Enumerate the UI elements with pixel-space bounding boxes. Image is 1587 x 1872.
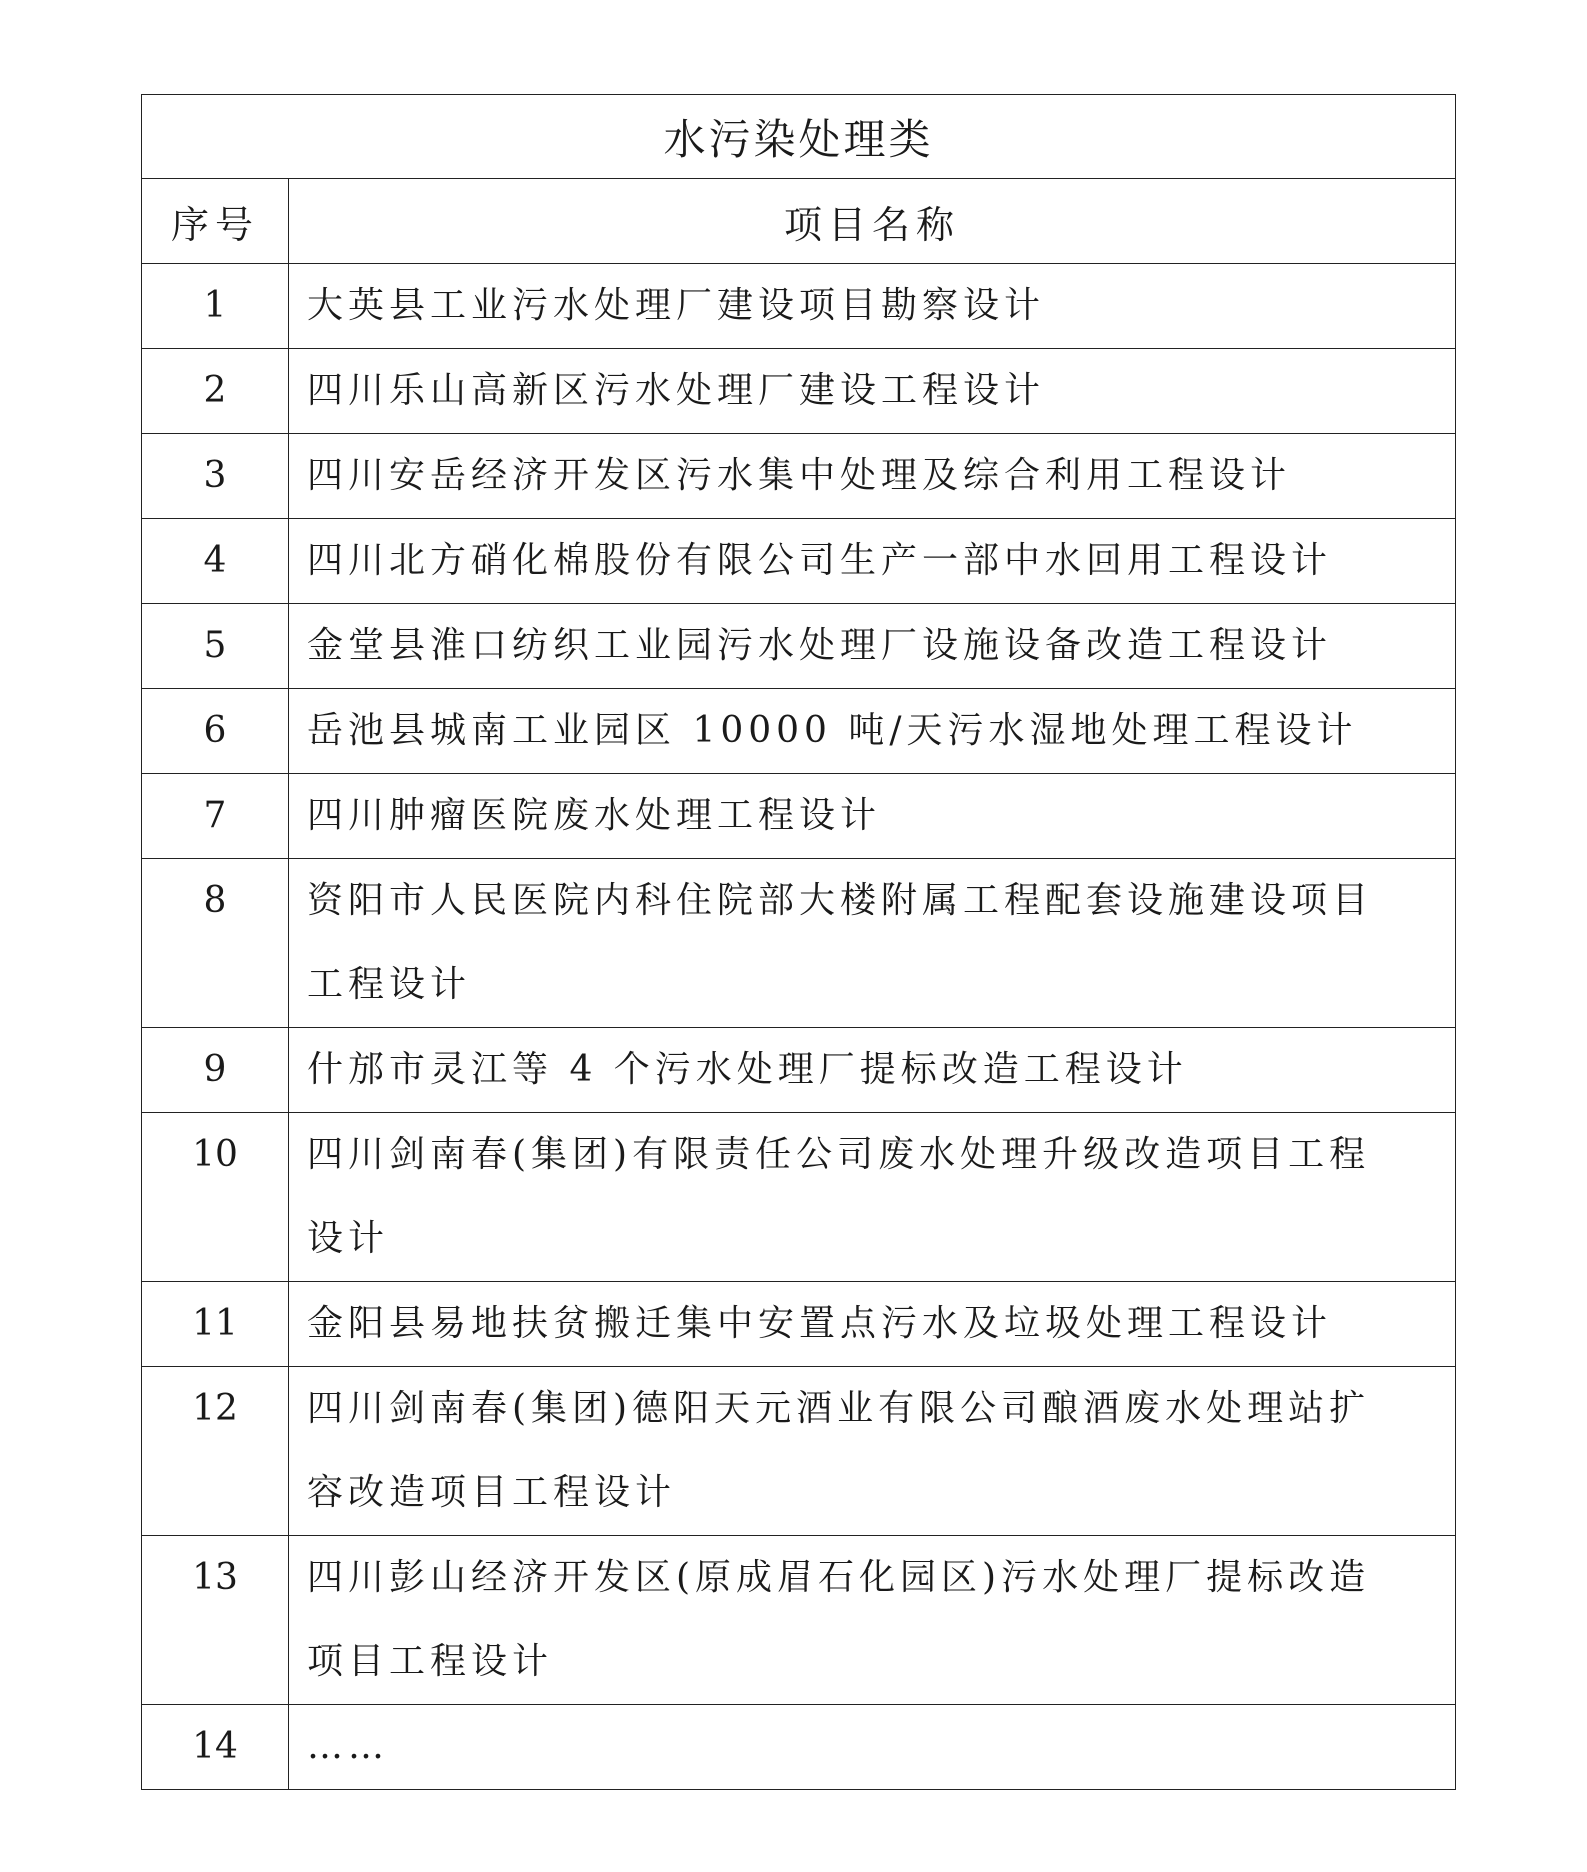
- table-row: [142, 774, 1456, 859]
- project-name: [289, 1705, 1456, 1790]
- column-header-name: 项目名称: [289, 179, 1456, 264]
- row-number: 4: [142, 519, 289, 604]
- row-number: 11: [142, 1282, 289, 1367]
- table-row: [142, 1705, 1456, 1790]
- table-row: [142, 689, 1456, 774]
- project-name: [289, 1282, 1456, 1367]
- project-name-line: 设计: [307, 1218, 390, 1259]
- project-name: [289, 264, 1456, 349]
- project-name-line: 四川肿瘤医院废水处理工程设计: [307, 795, 882, 836]
- project-name-line: 项目工程设计: [307, 1641, 554, 1682]
- table-header-row: [142, 179, 1456, 264]
- project-name: [289, 434, 1456, 519]
- table-row: [142, 434, 1456, 519]
- project-name-line: 金堂县淮口纺织工业园污水处理厂设施设备改造工程设计: [307, 625, 1333, 666]
- row-number: 14: [142, 1705, 289, 1790]
- row-number: 5: [142, 604, 289, 689]
- row-number: 10: [142, 1113, 289, 1282]
- table-row: [142, 349, 1456, 434]
- project-name-line: 四川乐山高新区污水处理厂建设工程设计: [307, 370, 1046, 411]
- table-row: [142, 1367, 1456, 1536]
- row-number: 13: [142, 1536, 289, 1705]
- project-name-line: 四川彭山经济开发区(原成眉石化园区)污水处理厂提标改造: [307, 1557, 1371, 1598]
- project-name-line: 工程设计: [307, 964, 472, 1005]
- project-name: [289, 604, 1456, 689]
- project-name-line: 四川剑南春(集团)有限责任公司废水处理升级改造项目工程: [307, 1134, 1371, 1175]
- row-number: 7: [142, 774, 289, 859]
- project-name: [289, 1028, 1456, 1113]
- row-number: 6: [142, 689, 289, 774]
- table-title: 水污染处理类: [142, 95, 1456, 179]
- row-number: 1: [142, 264, 289, 349]
- project-name-line: 四川北方硝化棉股份有限公司生产一部中水回用工程设计: [307, 540, 1333, 581]
- project-name: [289, 1536, 1456, 1705]
- table-title-row: [142, 95, 1456, 179]
- column-header-no: 序号: [142, 179, 289, 264]
- project-name: [289, 774, 1456, 859]
- project-table: [141, 94, 1456, 1790]
- project-name: [289, 349, 1456, 434]
- row-number: 2: [142, 349, 289, 434]
- table-row: [142, 1113, 1456, 1282]
- row-number: 3: [142, 434, 289, 519]
- project-name: [289, 519, 1456, 604]
- project-name: [289, 689, 1456, 774]
- table-row: [142, 1028, 1456, 1113]
- table-row: [142, 1536, 1456, 1705]
- project-name: [289, 1113, 1456, 1282]
- project-name: [289, 1367, 1456, 1536]
- table-row: [142, 859, 1456, 1028]
- table-row: [142, 1282, 1456, 1367]
- project-name: [289, 859, 1456, 1028]
- table-row: [142, 264, 1456, 349]
- row-number: 9: [142, 1028, 289, 1113]
- project-name-line: 资阳市人民医院内科住院部大楼附属工程配套设施建设项目: [307, 880, 1374, 921]
- project-name-line: 大英县工业污水处理厂建设项目勘察设计: [307, 285, 1046, 326]
- project-name-line: 金阳县易地扶贫搬迁集中安置点污水及垃圾处理工程设计: [307, 1303, 1333, 1344]
- project-name-line: 四川剑南春(集团)德阳天元酒业有限公司酿酒废水处理站扩: [307, 1388, 1371, 1429]
- row-number: 12: [142, 1367, 289, 1536]
- project-name-line: 什邡市灵江等 4 个污水处理厂提标改造工程设计: [307, 1049, 1188, 1090]
- project-name-line: 四川安岳经济开发区污水集中处理及综合利用工程设计: [307, 455, 1292, 496]
- project-name-line: ……: [307, 1726, 389, 1767]
- table-row: [142, 519, 1456, 604]
- project-name-line: 岳池县城南工业园区 10000 吨/天污水湿地处理工程设计: [307, 710, 1358, 751]
- row-number: 8: [142, 859, 289, 1028]
- table-row: [142, 604, 1456, 689]
- project-name-line: 容改造项目工程设计: [307, 1472, 677, 1513]
